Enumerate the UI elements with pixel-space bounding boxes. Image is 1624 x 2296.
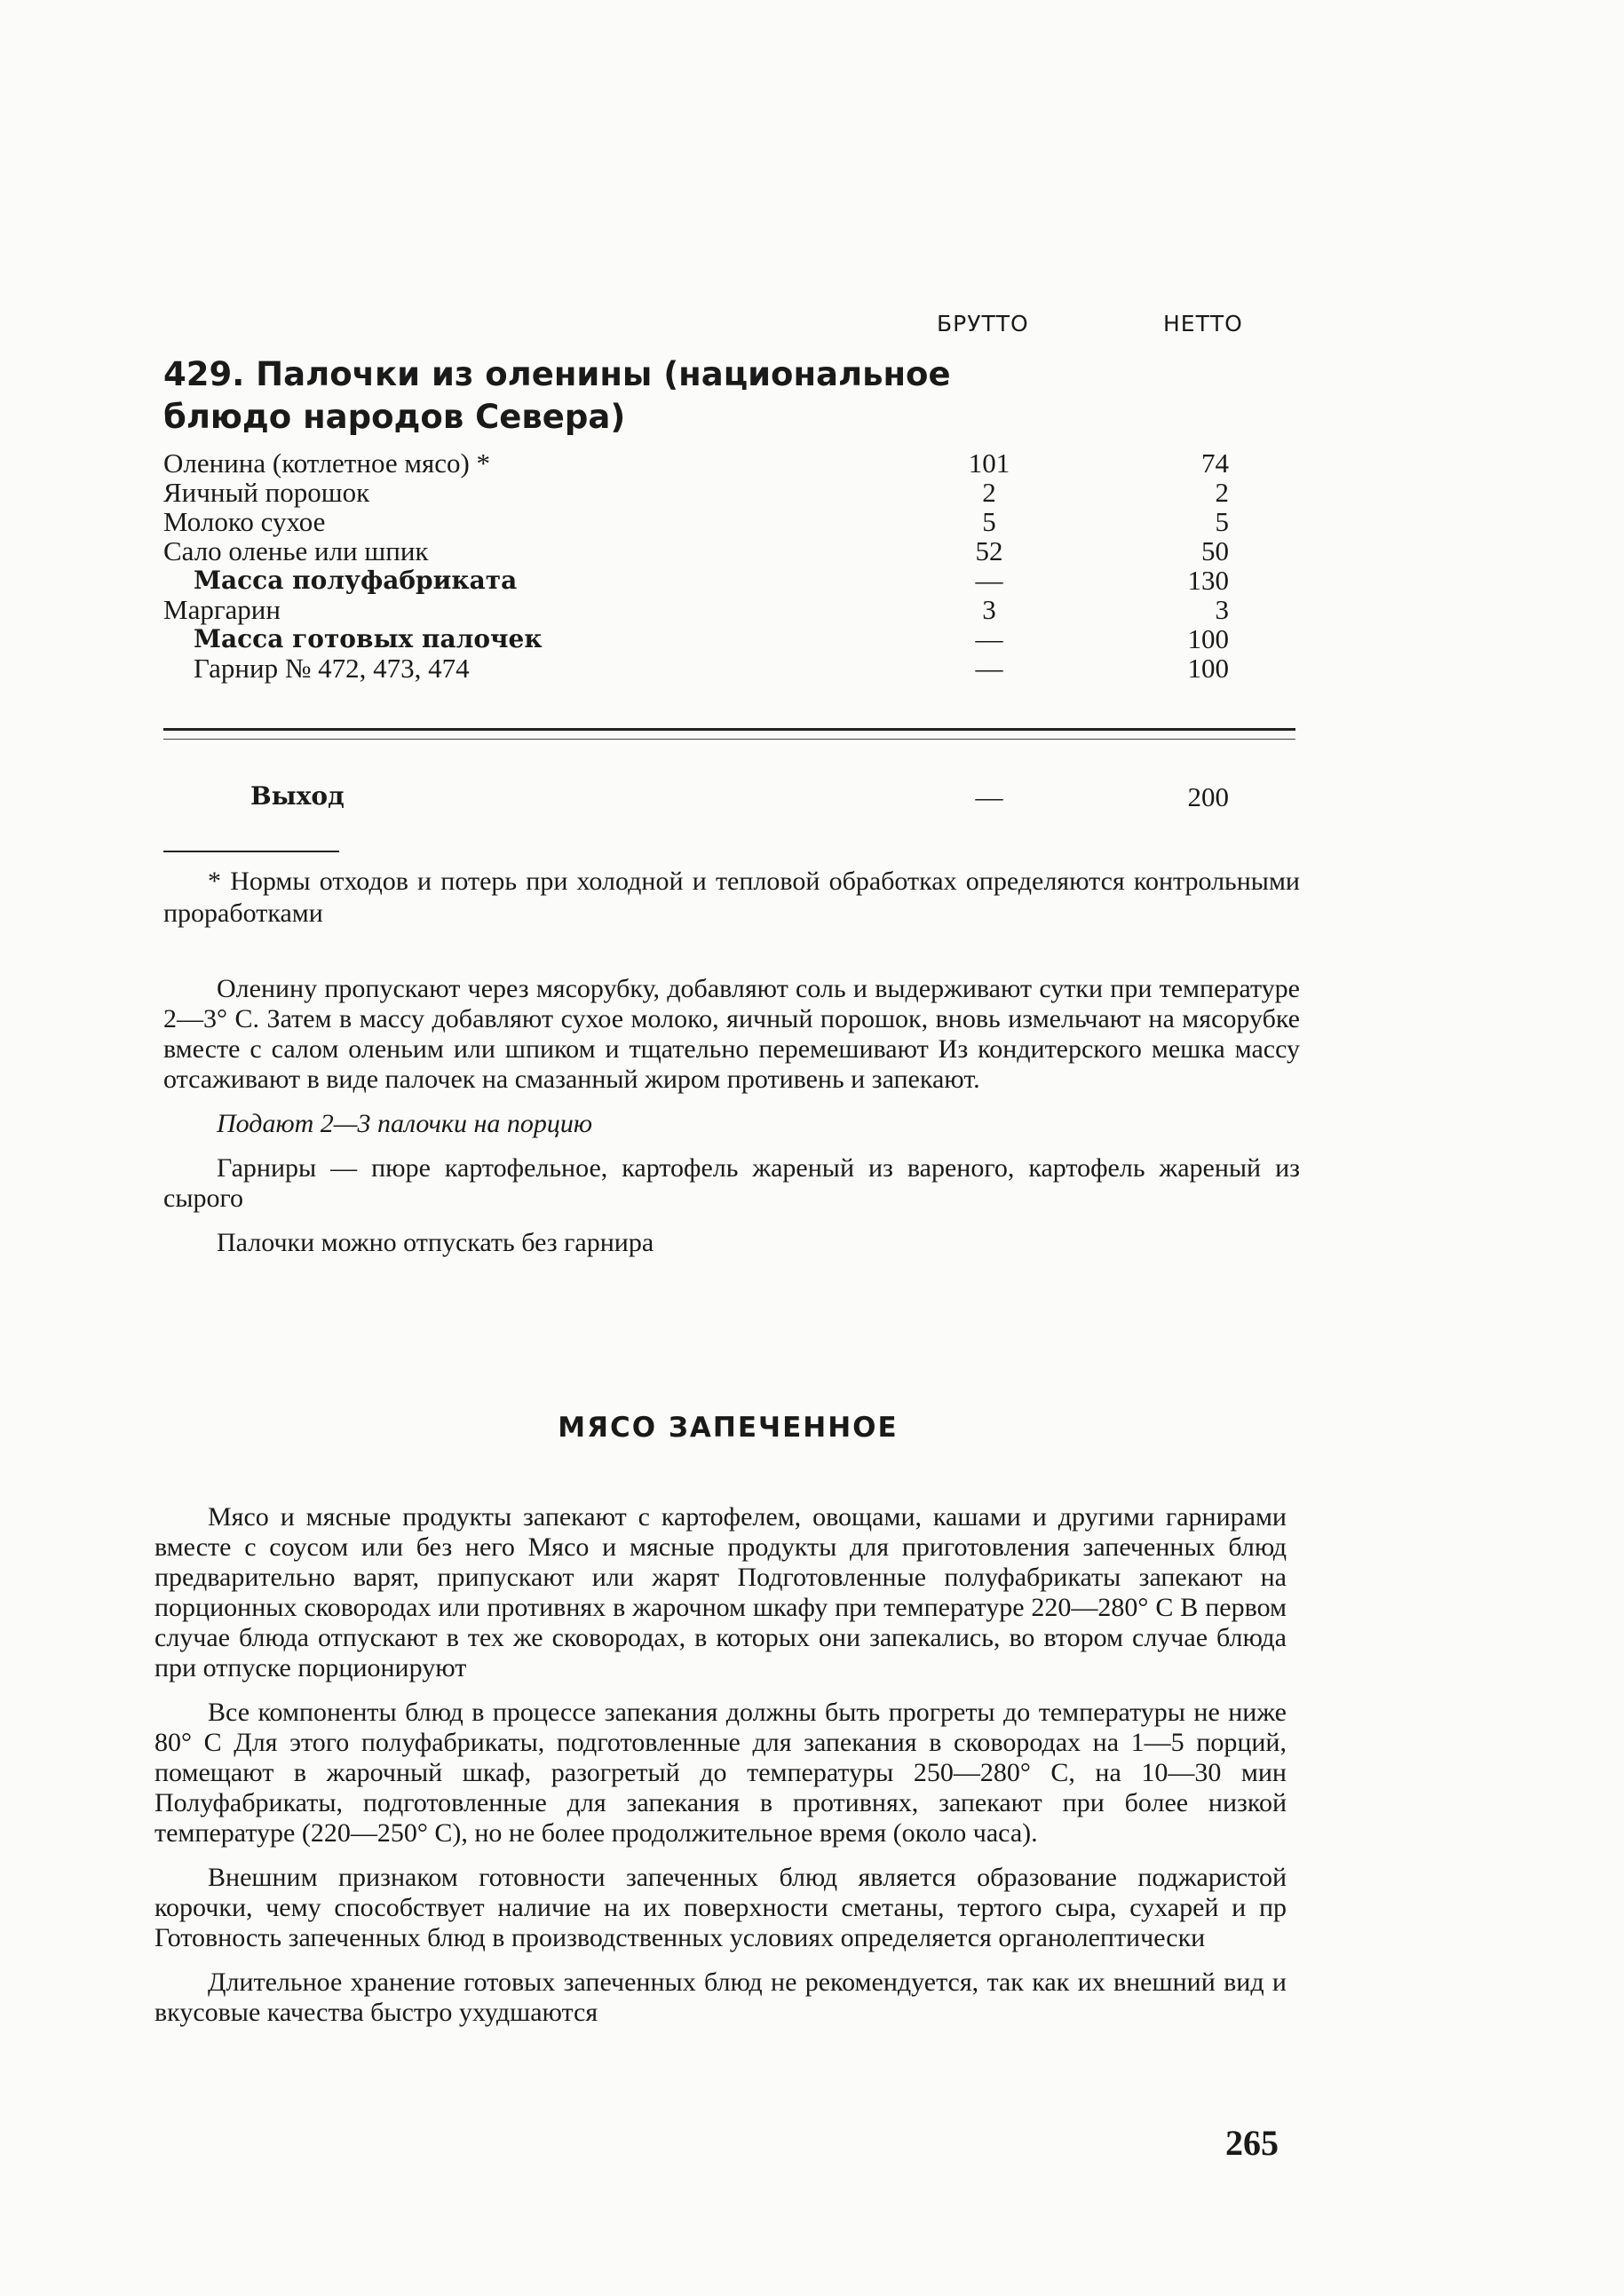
recipe-title: 429. Палочки из оленины (национальное блюдо народов Севера) xyxy=(163,355,951,436)
ingredient-netto: 74 xyxy=(1201,447,1229,479)
ingredient-row xyxy=(163,507,1300,536)
yield-row xyxy=(163,781,1300,813)
ingredient-row xyxy=(163,624,1300,653)
paragraph: Палочки можно отпускать без гарнира xyxy=(217,1228,654,1257)
paragraph: Мясо и мясные продукты запекают с картофелем, овощами, кашами и другими гарнирами вместе с соусом или без него Мясо и мясные продукты для приготовления запеченных блюд предварительно варят, припускают или жарят Подготовленные полуфабрикаты запекают на порционных сковородах или противнях в жарочном шкафу при температуре 220—280° С В первом случае блюда отпускают в тех же сковородах, в которых они запекались, во втором случае блюда при отпуске порционируют xyxy=(154,1502,1287,1682)
table-divider xyxy=(163,728,1295,731)
paragraph: Длительное хранение готовых запеченных блюд не рекомендуется, так как их внешний вид и вкусовые качества быстро ухудшаются xyxy=(154,1967,1287,2027)
table-divider xyxy=(163,739,1295,740)
ingredient-netto: 50 xyxy=(1201,535,1229,566)
ingredient-brutto: — xyxy=(975,623,1003,654)
ingredient-row xyxy=(163,653,1300,683)
ingredients-table xyxy=(163,448,1300,683)
ingredient-netto: 5 xyxy=(1215,506,1229,537)
recipe-instructions xyxy=(163,974,1300,1272)
ingredient-brutto: 52 xyxy=(975,535,1003,566)
ingredient-name: Гарнир № 472, 473, 474 xyxy=(194,653,470,684)
ingredient-name: Молоко сухое xyxy=(163,506,326,537)
footnote-text: * Нормы отходов и потерь при холодной и тепловой обработках определяются контрольными проработками xyxy=(163,867,1300,928)
paragraph: Внешним признаком готовности запеченных блюд является образование поджаристой корочки, чему способствует наличие на их поверхности сметаны, тертого сыра, сухарей и пр Готовность запеченных блюд в производственных условиях определяется органолептически xyxy=(154,1863,1287,1952)
ingredient-name: Масса готовых палочек xyxy=(194,624,543,653)
paragraph: Все компоненты блюд в процессе запекания должны быть прогреты до температуры не ниже 80° С Для этого полуфабрикаты, подготовленные для запекания в сковородах на 1—5 порций, помещают в жарочный шкаф, разогретый до температуры 250—280° С, на 10—30 мин Полуфабрикаты, подготовленные для запекания в противнях, запекают при более низкой температуре (220—250° С), но не более продолжительное время (около часа). xyxy=(154,1698,1287,1848)
ingredient-row xyxy=(163,536,1300,566)
ingredient-netto: 100 xyxy=(1187,623,1229,654)
ingredient-name: Сало оленье или шпик xyxy=(163,535,429,566)
ingredient-netto: 130 xyxy=(1187,565,1229,596)
ingredient-brutto: — xyxy=(975,653,1003,684)
ingredient-row xyxy=(163,448,1300,478)
paragraph: Оленину пропускают через мясорубку, добавляют соль и выдерживают сутки при температуре 2—3° С. Затем в массу добавляют сухое молоко, яичный порошок, вновь измельчают на мясорубке вместе с салом оленьим или шпиком и тщательно перемешивают Из кондитерского мешка массу отсаживают в виде палочек на смазанный жиром противень и запекают. xyxy=(163,974,1300,1094)
paragraph: Гарниры — пюре картофельное, картофель жареный из вареного, картофель жареный из сырого xyxy=(163,1153,1300,1213)
column-header-netto: НЕТТО xyxy=(1163,311,1243,336)
ingredient-row xyxy=(163,566,1300,595)
ingredient-brutto: — xyxy=(975,565,1003,596)
ingredient-netto: 2 xyxy=(1215,477,1229,508)
yield-netto: 200 xyxy=(1187,781,1229,812)
ingredient-name: Маргарин xyxy=(163,594,281,625)
yield-brutto: — xyxy=(975,781,1003,812)
yield-label: Выход xyxy=(250,781,345,811)
ingredient-name: Масса полуфабриката xyxy=(194,566,518,595)
section-body xyxy=(154,1502,1287,2042)
footnote-rule xyxy=(163,851,339,852)
column-header-brutto: БРУТТО xyxy=(937,311,1029,336)
section-title: МЯСО ЗАПЕЧЕННОЕ xyxy=(558,1412,899,1444)
ingredient-row xyxy=(163,595,1300,624)
ingredient-brutto: 101 xyxy=(968,447,1010,479)
ingredient-row xyxy=(163,478,1300,507)
ingredient-netto: 3 xyxy=(1215,594,1229,625)
footnote xyxy=(163,866,1300,930)
ingredient-brutto: 5 xyxy=(982,506,996,537)
ingredient-netto: 100 xyxy=(1187,653,1229,684)
ingredient-brutto: 2 xyxy=(982,477,996,508)
page-number: 265 xyxy=(1225,2123,1279,2163)
ingredient-name: Яичный порошок xyxy=(163,477,370,508)
ingredient-name: Оленина (котлетное мясо) * xyxy=(163,447,491,479)
ingredient-brutto: 3 xyxy=(982,594,996,625)
paragraph: Подают 2—3 палочки на порцию xyxy=(217,1109,592,1138)
